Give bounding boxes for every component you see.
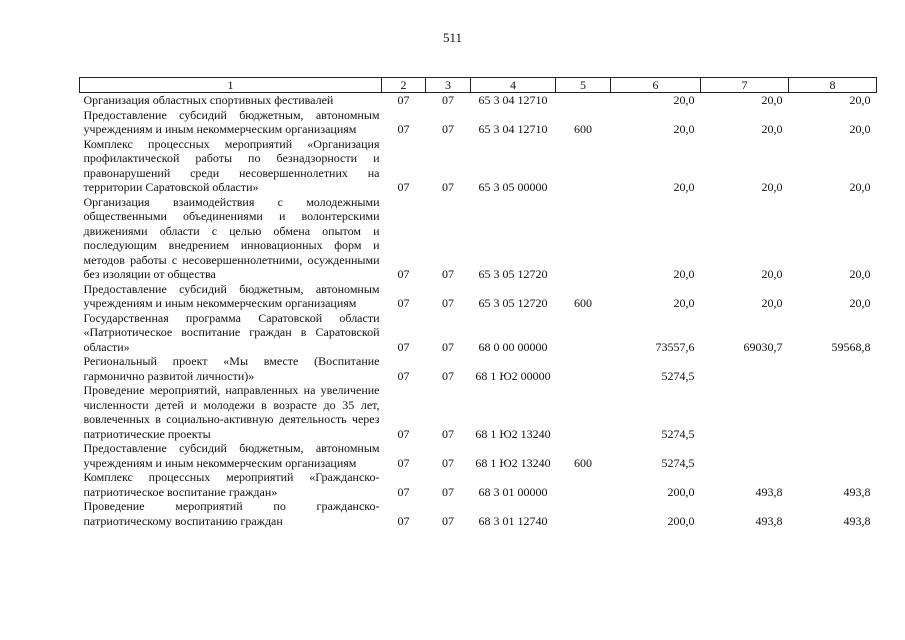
row-amount-col6: 20,0 [673, 122, 695, 136]
row-target-article: 65 3 05 00000 [478, 180, 548, 194]
row-amount-col8: 20,0 [849, 296, 871, 310]
row-amount-col7 [701, 354, 789, 383]
row-name: Проведение мероприятий, направленных на увеличение численности детей и молодежи в возрасте до 35 лет, вовлеченных в социально-активную деятельность через патриотические проекты [83, 383, 380, 441]
row-subsection: 07 [442, 296, 454, 310]
row-subsection: 07 [442, 180, 454, 194]
row-expense-type [556, 354, 611, 383]
row-amount-col7 [701, 441, 789, 470]
row-name: Региональный проект «Мы вместе (Воспитание гармонично развитой личности)» [83, 354, 380, 383]
row-amount-col7 [701, 383, 789, 441]
row-section: 07 [397, 122, 410, 136]
row-amount-col8 [789, 383, 877, 441]
row-amount-col7: 20,0 [761, 93, 783, 107]
row-section: 07 [397, 296, 410, 310]
header-col-6: 6 [611, 78, 701, 93]
row-amount-col7: 20,0 [761, 180, 783, 194]
row-section: 07 [397, 426, 410, 441]
row-subsection: 07 [442, 513, 454, 528]
table-row [80, 499, 877, 528]
table-row [80, 470, 877, 499]
row-expense-type [556, 93, 611, 108]
row-name: Организация взаимодействия с молодежными общественными объединениями и волонтерскими движениями области с целью обмена опытом и последующим внедрением инновационных форм и методов работы с несовершеннолетними, осужденными без изоляции от общества [83, 194, 380, 281]
row-name: Предоставление субсидий бюджетным, автономным учреждениям и иным некоммерческим организациям [83, 441, 380, 470]
header-col-4: 4 [471, 78, 556, 93]
table-row [80, 441, 877, 470]
page-number: 511 [442, 30, 463, 45]
row-amount-col8: 20,0 [849, 93, 871, 107]
row-amount-col6: 20,0 [673, 93, 695, 107]
row-amount-col6: 20,0 [673, 296, 695, 310]
row-amount-col8: 20,0 [849, 267, 871, 281]
row-amount-col6: 200,0 [667, 513, 695, 528]
row-expense-type [556, 195, 611, 282]
row-amount-col6: 5274,5 [661, 455, 695, 470]
row-subsection: 07 [442, 93, 454, 107]
row-subsection: 07 [442, 426, 454, 441]
row-target-article: 68 3 01 00000 [478, 484, 548, 499]
table-row [80, 383, 877, 441]
table-row [80, 108, 877, 137]
row-target-article: 68 0 00 00000 [478, 339, 548, 354]
row-section: 07 [397, 267, 410, 281]
row-expense-type [556, 499, 611, 528]
row-section: 07 [397, 484, 410, 499]
row-target-article: 68 1 Ю2 13240 [475, 426, 551, 441]
row-amount-col7: 69030,7 [743, 339, 783, 354]
row-amount-col7: 493,8 [755, 513, 783, 528]
row-target-article: 68 1 Ю2 13240 [475, 455, 551, 470]
table-header-row [80, 78, 877, 93]
row-amount-col8 [789, 354, 877, 383]
row-amount-col6: 20,0 [673, 267, 695, 281]
row-name: Государственная программа Саратовской области «Патриотическое воспитание граждан в Саратовской области» [83, 310, 380, 354]
row-expense-type [556, 137, 611, 195]
row-target-article: 65 3 05 12720 [478, 296, 548, 310]
budget-table [79, 77, 877, 528]
row-amount-col8 [789, 441, 877, 470]
row-amount-col8: 20,0 [849, 122, 871, 136]
row-amount-col7: 20,0 [761, 267, 783, 281]
row-expense-type: 600 [574, 122, 592, 136]
row-name: Проведение мероприятий по гражданско-патриотическому воспитанию граждан [83, 499, 380, 528]
row-subsection: 07 [442, 122, 454, 136]
row-amount-col7: 20,0 [761, 296, 783, 310]
row-expense-type: 600 [574, 296, 592, 310]
row-amount-col8: 20,0 [849, 180, 871, 194]
table-row [80, 282, 877, 311]
row-expense-type [556, 470, 611, 499]
row-expense-type: 600 [574, 455, 592, 470]
row-amount-col8: 493,8 [843, 513, 871, 528]
header-col-8: 8 [789, 78, 877, 93]
row-section: 07 [397, 93, 410, 107]
row-subsection: 07 [442, 455, 454, 470]
row-target-article: 68 3 01 12740 [478, 513, 548, 528]
row-expense-type [556, 311, 611, 355]
row-name: Предоставление субсидий бюджетным, автономным учреждениям и иным некоммерческим организациям [83, 281, 380, 310]
row-amount-col8: 59568,8 [831, 339, 871, 354]
row-amount-col6: 5274,5 [661, 368, 695, 383]
table-row [80, 93, 877, 108]
header-col-7: 7 [701, 78, 789, 93]
row-subsection: 07 [442, 267, 454, 281]
row-amount-col6: 5274,5 [661, 426, 695, 441]
row-name: Комплекс процессных мероприятий «Организация профилактической работы по безнадзорности и правонарушений среди несовершеннолетних на территории Саратовской области» [83, 136, 380, 194]
table-row [80, 195, 877, 282]
row-expense-type [556, 383, 611, 441]
row-section: 07 [397, 368, 410, 383]
row-section: 07 [397, 339, 410, 354]
row-name: Комплекс процессных мероприятий «Гражданско-патриотическое воспитание граждан» [83, 470, 380, 499]
row-name: Организация областных спортивных фестивалей [83, 93, 334, 107]
row-amount-col6: 200,0 [667, 484, 695, 499]
header-col-1: 1 [80, 78, 382, 93]
row-subsection: 07 [442, 339, 454, 354]
table-row [80, 137, 877, 195]
row-amount-col6: 20,0 [673, 180, 695, 194]
row-amount-col7: 20,0 [761, 122, 783, 136]
row-amount-col8: 493,8 [843, 484, 871, 499]
row-target-article: 68 1 Ю2 00000 [475, 368, 551, 383]
table-row [80, 311, 877, 355]
row-name: Предоставление субсидий бюджетным, автономным учреждениям и иным некоммерческим организациям [83, 107, 380, 136]
row-section: 07 [397, 455, 410, 470]
header-col-3: 3 [426, 78, 471, 93]
header-col-2: 2 [382, 78, 426, 93]
row-amount-col7: 493,8 [755, 484, 783, 499]
table-row [80, 354, 877, 383]
row-section: 07 [397, 180, 410, 194]
row-target-article: 65 3 05 12720 [478, 267, 548, 281]
row-subsection: 07 [442, 484, 454, 499]
header-col-5: 5 [556, 78, 611, 93]
row-subsection: 07 [442, 368, 454, 383]
row-section: 07 [397, 513, 410, 528]
row-target-article: 65 3 04 12710 [478, 93, 548, 107]
row-amount-col6: 73557,6 [655, 339, 695, 354]
row-target-article: 65 3 04 12710 [478, 122, 548, 136]
